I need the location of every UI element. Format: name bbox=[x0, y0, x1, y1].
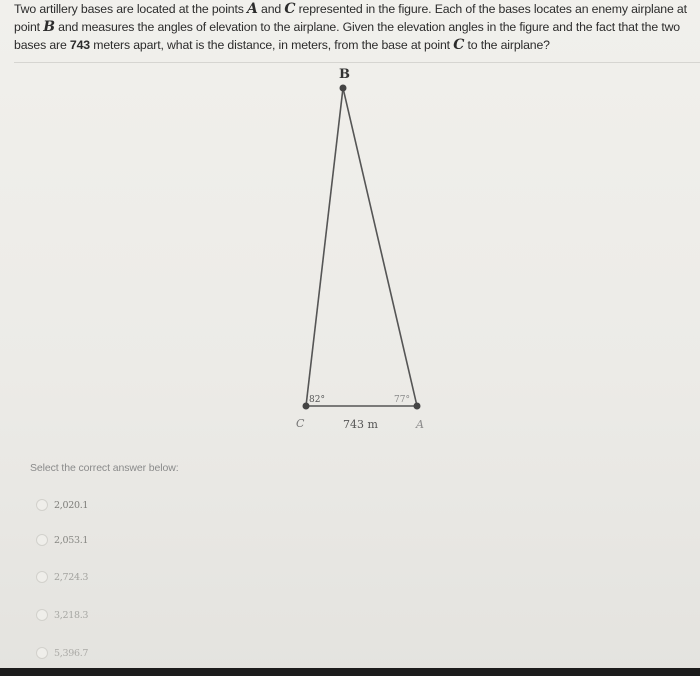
answer-option-label: 3,218.3 bbox=[54, 609, 89, 621]
question-part: represented in the figure. Each of the bases locates an enemy airplane at point bbox=[14, 2, 687, 34]
answer-option[interactable] bbox=[36, 643, 88, 663]
answer-prompt: Select the correct answer below: bbox=[30, 462, 179, 474]
answer-option-label: 5,396.7 bbox=[54, 647, 89, 659]
question-part: Two artillery bases are located at the points bbox=[14, 2, 248, 16]
point-c-var: C bbox=[453, 37, 465, 53]
answer-option-label: 2,020.1 bbox=[54, 499, 89, 511]
label-c: C bbox=[296, 417, 305, 430]
question-part: to the airplane? bbox=[464, 38, 550, 52]
radio-button[interactable] bbox=[36, 609, 48, 621]
point-a-var: A bbox=[247, 1, 258, 17]
point-b bbox=[340, 85, 347, 92]
point-b-var: B bbox=[43, 19, 55, 35]
angle-c-label: 82° bbox=[309, 395, 325, 405]
angle-a-label: 77° bbox=[394, 395, 410, 405]
distance-value: 743 bbox=[69, 38, 90, 52]
question-part: and measures the angles of elevation to the airplane. Given the elevation angles in the figure and the fact that the two bases are bbox=[14, 20, 681, 52]
label-a: A bbox=[416, 418, 424, 431]
answer-option[interactable] bbox=[36, 495, 88, 515]
side-bc bbox=[306, 88, 343, 406]
radio-button[interactable] bbox=[36, 571, 48, 583]
radio-button[interactable] bbox=[36, 647, 48, 659]
question-part: meters apart, what is the distance, in meters, from the base at point bbox=[90, 38, 454, 52]
answer-option[interactable] bbox=[36, 530, 88, 550]
label-b: B bbox=[339, 67, 350, 82]
side-ba bbox=[343, 88, 417, 406]
answer-option-label: 2,724.3 bbox=[54, 571, 89, 583]
radio-button[interactable] bbox=[36, 499, 48, 511]
point-c-var: C bbox=[284, 1, 296, 17]
side-ca-label: 743 m bbox=[343, 418, 378, 431]
radio-button[interactable] bbox=[36, 534, 48, 546]
point-a bbox=[414, 403, 421, 410]
answer-option[interactable] bbox=[36, 605, 88, 625]
answer-option-label: 2,053.1 bbox=[54, 534, 89, 546]
answer-option[interactable] bbox=[36, 567, 88, 587]
question-part: and bbox=[257, 2, 285, 16]
